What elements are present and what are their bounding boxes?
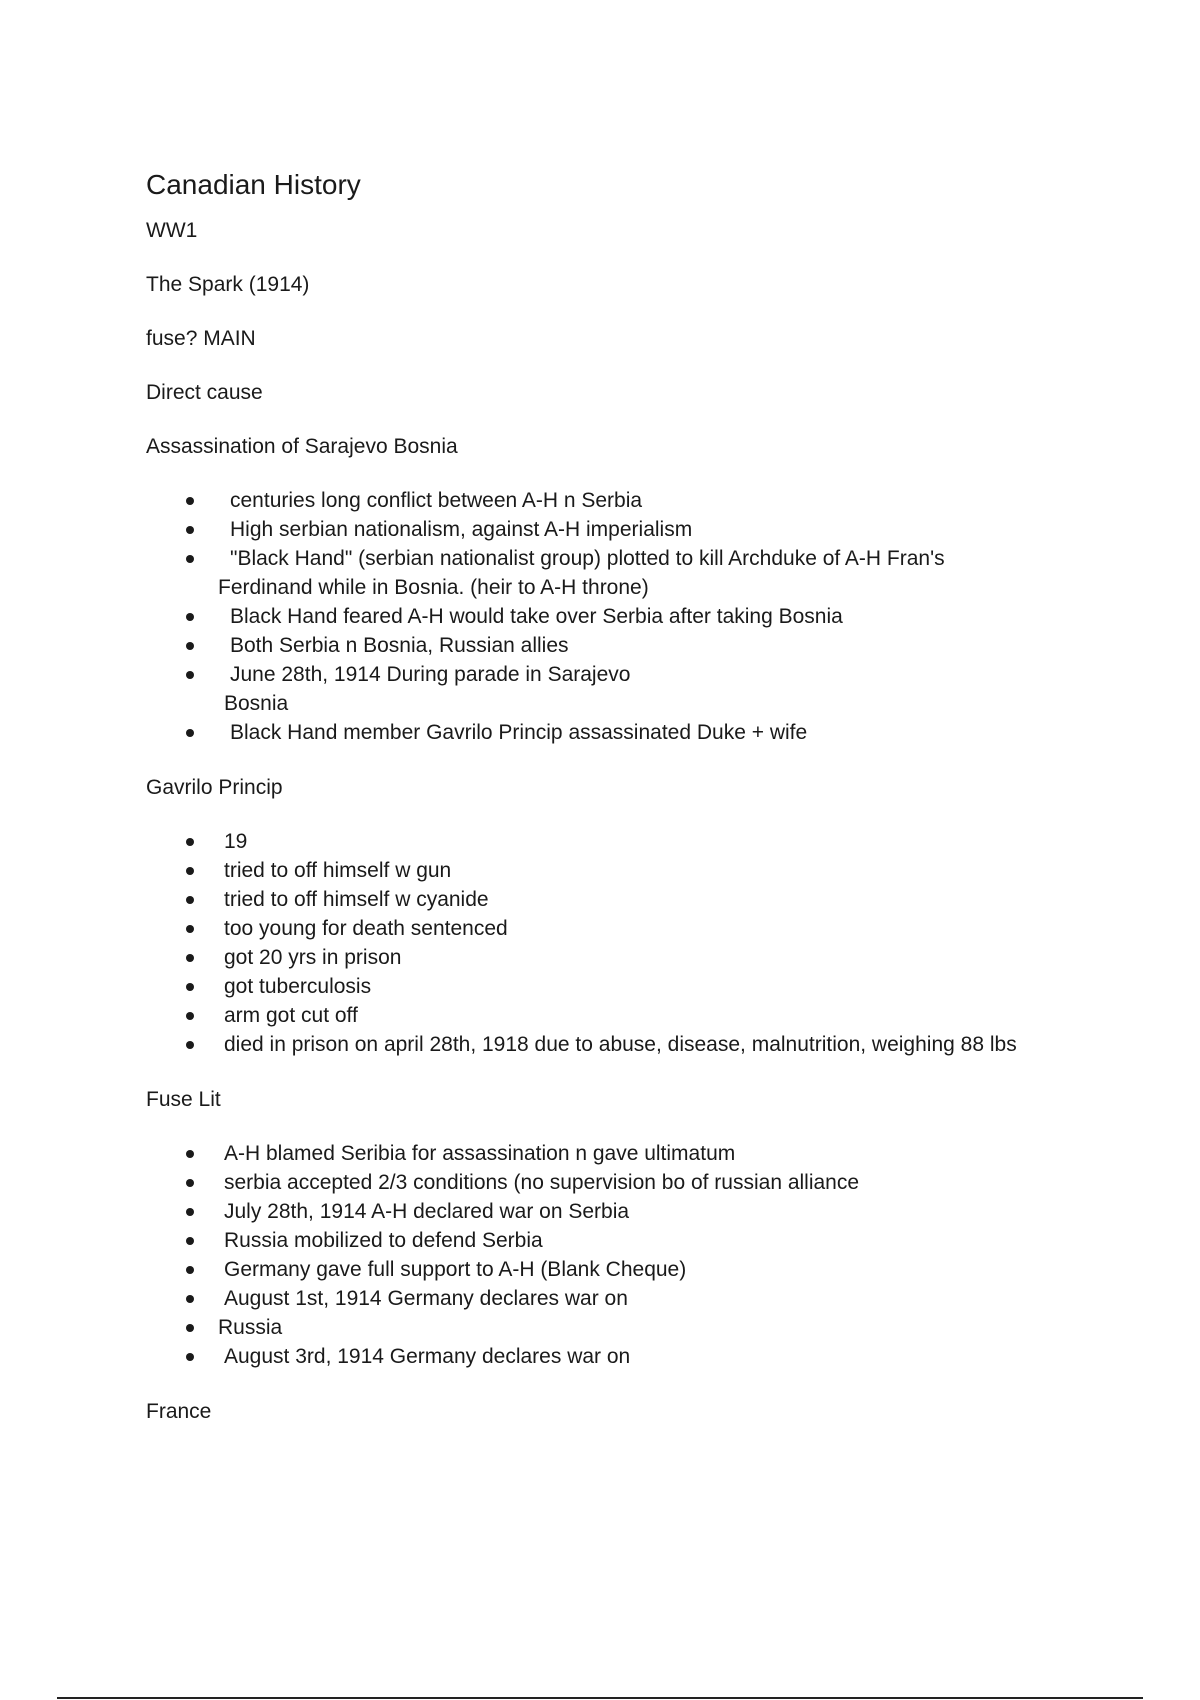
list-item: got tuberculosis	[146, 972, 1106, 1001]
list-item: arm got cut off	[146, 1001, 1106, 1030]
heading-spark: The Spark (1914)	[146, 273, 310, 296]
list-item: died in prison on april 28th, 1918 due to abuse, disease, malnutrition, weighing 88 lbs	[146, 1030, 1106, 1059]
list-item: High serbian nationalism, against A-H imperialism	[146, 515, 1106, 544]
list-item: A-H blamed Seribia for assassination n gave ultimatum	[146, 1139, 1106, 1168]
heading-assassination: Assassination of Sarajevo Bosnia	[146, 435, 458, 458]
list-item: "Black Hand" (serbian nationalist group) plotted to kill Archduke of A-H Fran's Ferdinand while in Bosnia. (heir to A-H throne)	[146, 544, 1106, 602]
list-item: Both Serbia n Bosnia, Russian allies	[146, 631, 1106, 660]
heading-fuse: fuse? MAIN	[146, 327, 256, 350]
list-item: August 3rd, 1914 Germany declares war on	[146, 1342, 1106, 1371]
princip-list	[146, 827, 1106, 1059]
list-item: serbia accepted 2/3 conditions (no supervision bo of russian alliance	[146, 1168, 1106, 1197]
document-page	[146, 168, 1106, 1453]
list-item: got 20 yrs in prison	[146, 943, 1106, 972]
list-item-continuation: Ferdinand while in Bosnia. (heir to A-H throne)	[218, 576, 649, 599]
list-item: tried to off himself w cyanide	[146, 885, 1106, 914]
list-item: August 1st, 1914 Germany declares war on	[146, 1284, 1106, 1313]
heading-fuse-lit: Fuse Lit	[146, 1088, 221, 1111]
page-bottom-rule	[57, 1697, 1143, 1699]
fuse-lit-list	[146, 1139, 1106, 1371]
list-item: Black Hand member Gavrilo Princip assassinated Duke + wife	[146, 718, 1106, 747]
list-item: Black Hand feared A-H would take over Serbia after taking Bosnia	[146, 602, 1106, 631]
footer-text-france: France	[146, 1400, 212, 1423]
list-item: too young for death sentenced	[146, 914, 1106, 943]
heading-ww1: WW1	[146, 219, 198, 242]
list-item: tried to off himself w gun	[146, 856, 1106, 885]
assassination-list	[146, 486, 1106, 747]
heading-gavrilo-princip: Gavrilo Princip	[146, 776, 283, 799]
list-item: Russia mobilized to defend Serbia	[146, 1226, 1106, 1255]
list-item: Germany gave full support to A-H (Blank Cheque)	[146, 1255, 1106, 1284]
document-title: Canadian History	[146, 169, 361, 200]
list-item-continuation: Bosnia	[224, 692, 289, 715]
list-item: Russia	[146, 1313, 1106, 1342]
list-item: July 28th, 1914 A-H declared war on Serbia	[146, 1197, 1106, 1226]
list-item: June 28th, 1914 During parade in Sarajevo Bosnia	[146, 660, 1106, 718]
heading-direct-cause: Direct cause	[146, 381, 263, 404]
list-item: centuries long conflict between A-H n Serbia	[146, 486, 1106, 515]
list-item: 19	[146, 827, 1106, 856]
